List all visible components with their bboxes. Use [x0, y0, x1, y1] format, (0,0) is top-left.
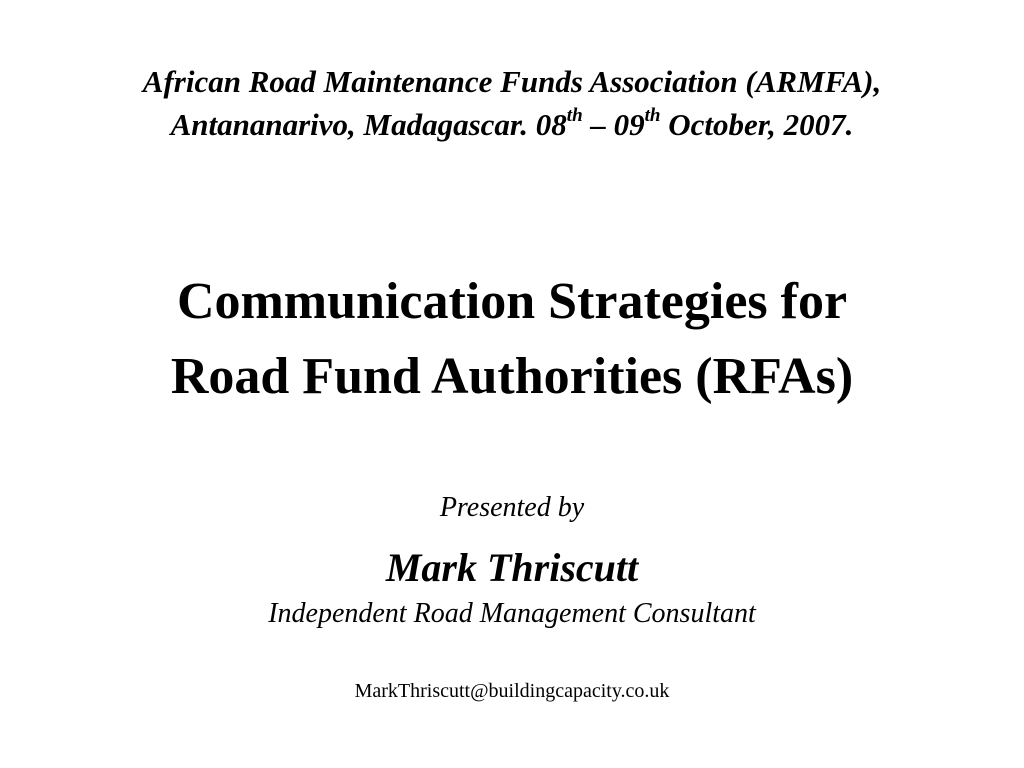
- event-header-line-1: African Road Maintenance Funds Association (ARMFA),: [142, 64, 882, 99]
- presenter-name: Mark Thriscutt: [385, 545, 639, 590]
- event-month-year-text: October, 2007.: [660, 107, 854, 142]
- presented-by-label: Presented by: [439, 492, 585, 523]
- presenter-email: MarkThriscutt@buildingcapacity.co.uk: [354, 680, 670, 702]
- event-header-line-2: [0, 103, 1024, 146]
- ordinal-suffix: th: [566, 104, 583, 126]
- event-header: [0, 60, 1024, 146]
- slide-title-line-2: Road Fund Authorities (RFAs): [170, 348, 854, 405]
- slide-title-line-1: Communication Strategies for: [176, 273, 848, 330]
- slide-title: [0, 264, 1024, 414]
- ordinal-suffix: th: [644, 104, 661, 126]
- presenter-role: Independent Road Management Consultant: [268, 598, 756, 629]
- event-location-date-text: Antananarivo, Madagascar. 08: [170, 107, 567, 142]
- event-date-range-text: – 09: [582, 107, 645, 142]
